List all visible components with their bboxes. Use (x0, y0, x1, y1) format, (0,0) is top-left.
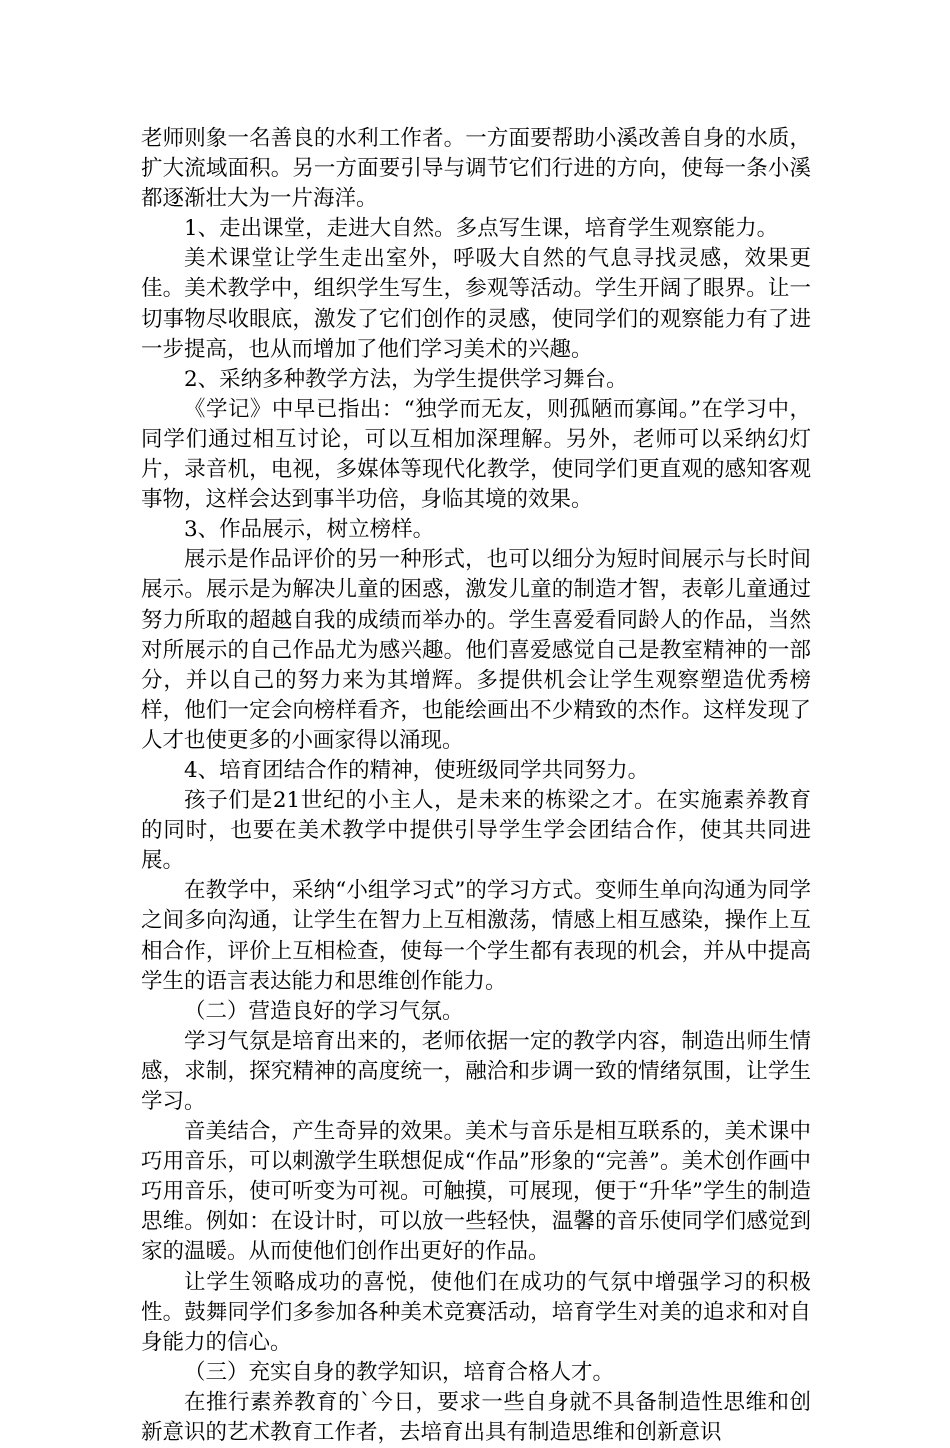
section-heading: 4、培育团结合作的精神，使班级同学共同努力。 (184, 757, 650, 783)
paragraph: 《学记》中早已指出：“独学而无友，则孤陋而寡闻。”在学习中，同学们通过相互讨论，可以互相加深理解。另外，老师可以采纳幻灯片，录音机，电视，多媒体等现代化教学，使同学们更直观的感知客观事物，这样会达到事半功倍，身临其境的效果。 (141, 396, 811, 513)
paragraph: 展示是作品评价的另一种形式，也可以细分为短时间展示与长时间展示。展示是为解决儿童的困惑，激发儿童的制造才智，表彰儿童通过努力所取的超越自我的成绩而举办的。学生喜爱看同龄人的作品，当然对所展示的自己作品尤为感兴趣。他们喜爱感觉自己是教室精神的一部分，并以自己的努力来为其增辉。多提供机会让学生观察塑造优秀榜样，他们一定会向榜样看齐，也能绘画出不少精致的杰作。这样发现了人才也使更多的小画家得以涌现。 (141, 547, 811, 753)
section-heading: （二）营造良好的学习气氛。 (184, 998, 464, 1024)
section-heading: （三）充实自身的教学知识，培育合格人才。 (184, 1359, 615, 1385)
document-page (141, 124, 811, 1448)
paragraph: 学习气氛是培育出来的，老师依据一定的教学内容，制造出师生情感，求制，探究精神的高度统一，融洽和步调一致的情绪氛围，让学生学习。 (141, 1028, 811, 1114)
section-heading: 2、采纳多种教学方法，为学生提供学习舞台。 (184, 366, 628, 392)
paragraph: 孩子们是21世纪的小主人，是未来的栋梁之才。在实施素养教育的同时，也要在美术教学中提供引导学生学会团结合作，使其共同进展。 (141, 788, 811, 874)
paragraph: 音美结合，产生奇异的效果。美术与音乐是相互联系的，美术课中巧用音乐，可以刺激学生联想促成“作品”形象的“完善”。美术创作画中巧用音乐，使可听变为可视。可触摸，可展现，便于“升华”学生的制造思维。例如：在设计时，可以放一些轻快，温馨的音乐使同学们感觉到家的温暖。从而使他们创作出更好的作品。 (141, 1119, 811, 1265)
paragraph: 在教学中，采纳“小组学习式”的学习方式。变师生单向沟通为同学之间多向沟通，让学生在智力上互相激荡，情感上相互感染，操作上互相合作，评价上互相检查，使每一个学生都有表现的机会，并从中提高学生的语言表达能力和思维创作能力。 (141, 878, 811, 994)
paragraph: 让学生领略成功的喜悦，使他们在成功的气氛中增强学习的积极性。鼓舞同学们多参加各种美术竞赛活动，培育学生对美的追求和对自身能力的信心。 (141, 1269, 811, 1355)
section-heading: 3、作品展示，树立榜样。 (184, 517, 435, 543)
section-heading: 1、走出课堂，走进大自然。多点写生课，培育学生观察能力。 (184, 216, 779, 242)
paragraph: 老师则象一名善良的水利工作者。一方面要帮助小溪改善自身的水质，扩大流域面积。另一方面要引导与调节它们行进的方向，使每一条小溪都逐渐壮大为一片海洋。 (141, 126, 811, 212)
paragraph: 在推行素养教育的`今日，要求一些自身就不具备制造性思维和创新意识的艺术教育工作者，去培育出具有制造思维和创新意识 (141, 1389, 811, 1446)
paragraph: 美术课堂让学生走出室外，呼吸大自然的气息寻找灵感，效果更佳。美术教学中，组织学生写生，参观等活动。学生开阔了眼界。让一切事物尽收眼底，激发了它们创作的灵感，使同学们的观察能力有了进一步提高，也从而增加了他们学习美术的兴趣。 (141, 246, 811, 362)
